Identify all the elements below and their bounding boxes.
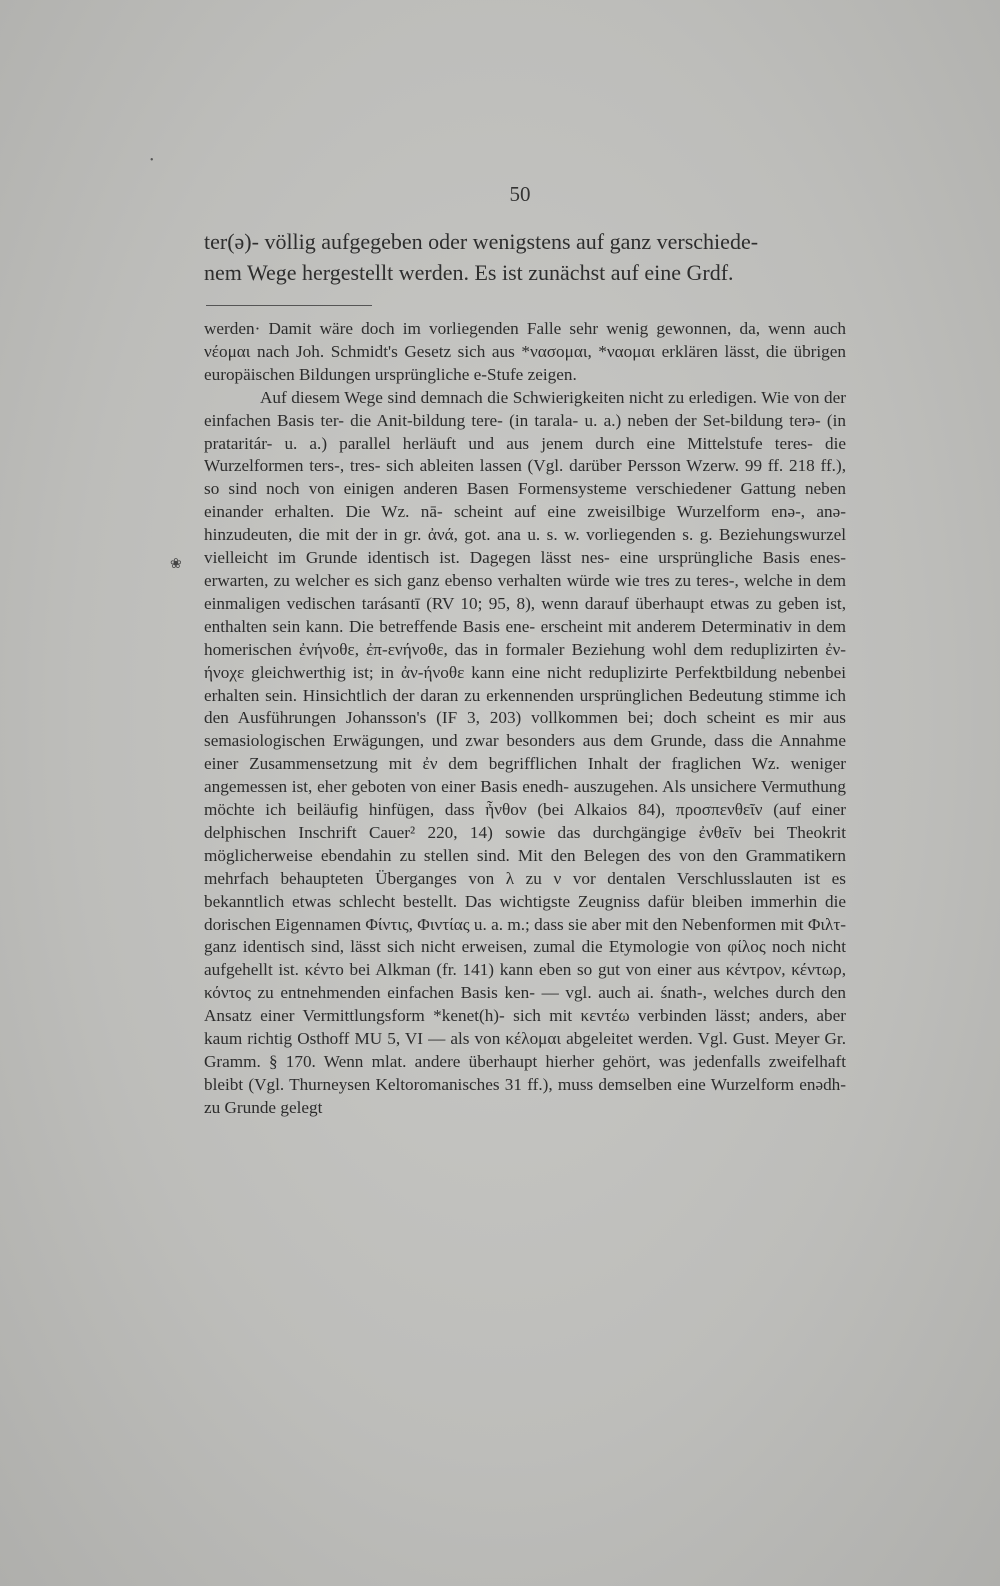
margin-dot: •: [150, 155, 154, 166]
footnote: [204, 318, 846, 1120]
main-line-1: ter(ə)- völlig aufgegeben oder wenigstens auf ganz verschiede-: [204, 229, 759, 254]
footnote-paragraph-2: Auf diesem Wege sind demnach die Schwierigkeiten nicht zu erledigen. Wie von der einfachen Basis ter- die Anit-bildung tere- (in tarala- u. a.) neben der Set-bildung terə- (in prataritár- u. a.) parallel herläuft und aus jenem durch eine Mittelstufe teres- die Wurzelformen ters-, tres- sich ableiten lassen (Vgl. darüber Persson Wzerw. 99 ff. 218 ff.), so sind noch von einigen anderen Basen Formensysteme verschiedener Gattung neben einander erhalten. Die Wz. nā- scheint auf eine zweisilbige Wurzelform enə-, anə- hinzudeuten, die mit der in gr. ἀνά, got. ana u. s. w. vorliegenden s. g. Beziehungswurzel vielleicht im Grunde identisch ist. Dagegen lässt nes- eine ursprüngliche Basis enes- erwarten, zu welcher es sich ganz ebenso verhalten würde wie tres zu teres-, welche in dem einmaligen vedischen tarásantī (RV 10; 95, 8), wenn darauf überhaupt etwas zu geben ist, enthalten sein kann. Die betreffende Basis ene- erscheint mit anderem Determinativ in dem homerischen ἐνήνοθε, ἐπ-ενήνοθε, das in formaler Beziehung wohl dem reduplizirten ἐν-ήνοχε gleichwerthig ist; in ἀν-ήνοθε kann eine nicht reduplizirte Perfektbildung nebenbei erhalten sein. Hinsichtlich der daran zu erkennenden ursprünglichen Bedeutung stimme ich den Ausführungen Johansson's (IF 3, 203) vollkommen bei; doch scheint es mir aus semasiologischen Erwägungen, und zwar besonders aus dem Grunde, dass die Annahme einer Zusammensetzung mit ἐν dem begrifflichen Inhalt der fraglichen Wz. weniger angemessen ist, eher geboten von einer Basis enedh- auszugehen. Als unsichere Vermuthung möchte ich beiläufig hinfügen, dass ἦνθον (bei Alkaios 84), προσπενθεῖν (auf einer delphischen Inschrift Cauer² 220, 14) sowie das durchgängige ἐνθεῖν bei Theokrit möglicherweise ebendahin zu stellen sind. Mit den Belegen des von den Grammatikern mehrfach behaupteten Überganges von λ zu ν vor dentalen Verschlusslauten ist es bekanntlich etwas schlecht bestellt. Das wichtigste Zeugniss dafür bleiben immerhin die dorischen Eigennamen Φίντις, Φιντίας u. a. m.; dass sie aber mit den Nebenformen mit Φιλτ- ganz identisch sind, lässt sich nicht erweisen, zumal die Etymologie von φίλος noch nicht aufgehellt ist. κέντο bei Alkman (fr. 141) kann eben so gut von einer aus κέντρον, κέντωρ, κόντος zu entnehmenden einfachen Basis ken- — vgl. auch ai. śnath-, welches durch den Ansatz einer Vermittlungsform *kenet(h)- sich mit κεντέω verbinden lässt; anders, aber kaum richtig Osthoff MU 5, VI — als von κέλομαι abgeleitet werden. Vgl. Gust. Meyer Gr. Gramm. § 170. Wenn mlat. andere überhaupt hierher gehört, was jedenfalls zweifelhaft bleibt (Vgl. Thurneysen Keltoromanisches 31 ff.), muss demselben eine Wurzelform enədh- zu Grunde gelegt: [204, 387, 846, 1117]
footnote-separator: [206, 305, 372, 306]
main-text: [204, 226, 846, 288]
margin-mark: ❀: [170, 557, 182, 572]
page-number: 50: [509, 182, 531, 206]
main-line-2: nem Wege hergestellt werden. Es ist zunächst auf eine Grdf.: [204, 260, 734, 285]
footnote-paragraph-1: werden· Damit wäre doch im vorliegenden Falle sehr wenig gewonnen, da, wenn auch νέομαι nach Joh. Schmidt's Gesetz sich aus *νασομαι, *ναομαι erklären lässt, die übrigen europäischen Bildungen ursprüngliche e-Stufe zeigen.: [204, 319, 846, 384]
